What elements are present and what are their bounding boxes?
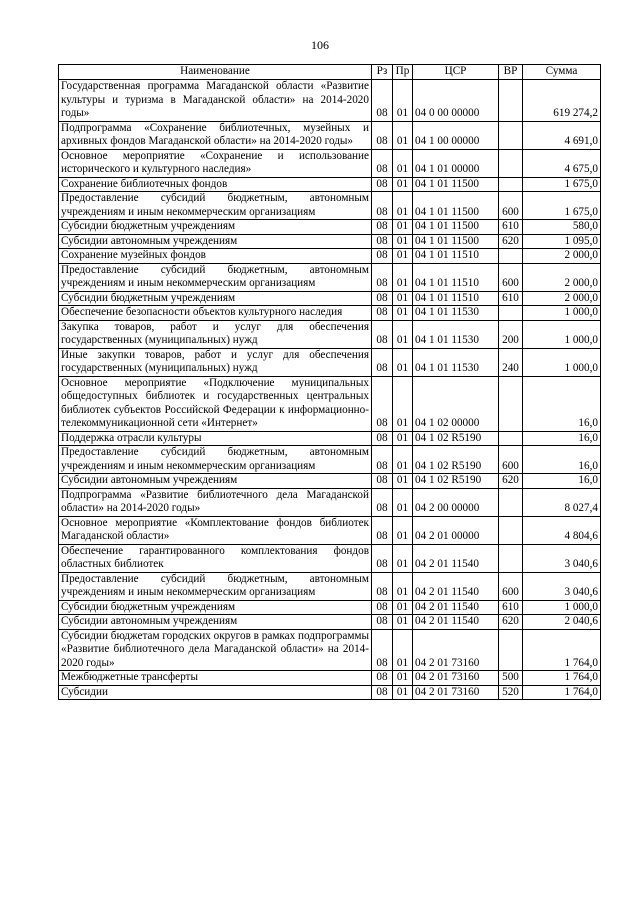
table-row (59, 629, 601, 671)
cell-name: Подпрограмма «Развитие библиотечного дела Магаданской области» на 2014-2020 годы» (59, 488, 372, 516)
cell-csr: 04 1 01 11500 (413, 192, 499, 220)
cell-name: Субсидии бюджетным учреждениям (59, 291, 372, 306)
cell-pr: 01 (393, 615, 413, 630)
table-row (59, 516, 601, 544)
cell-sum: 1 764,0 (523, 685, 601, 700)
cell-csr: 04 0 00 00000 (413, 80, 499, 122)
cell-csr: 04 1 01 11530 (413, 306, 499, 321)
cell-sum: 3 040,6 (523, 572, 601, 600)
table-row (59, 615, 601, 630)
cell-csr: 04 2 01 00000 (413, 516, 499, 544)
table-row (59, 376, 601, 431)
cell-pr: 01 (393, 446, 413, 474)
cell-rz: 08 (372, 348, 393, 376)
table-row (59, 348, 601, 376)
cell-name: Субсидии бюджетным учреждениям (59, 220, 372, 235)
cell-sum: 1 764,0 (523, 629, 601, 671)
cell-pr: 01 (393, 516, 413, 544)
cell-pr: 01 (393, 121, 413, 149)
cell-csr: 04 1 01 11510 (413, 249, 499, 264)
cell-vr: 610 (499, 291, 523, 306)
cell-csr: 04 1 01 11530 (413, 320, 499, 348)
cell-pr: 01 (393, 320, 413, 348)
cell-name: Основное мероприятие «Комплектование фондов библиотек Магаданской области» (59, 516, 372, 544)
cell-name: Подпрограмма «Сохранение библиотечных, музейных и архивных фондов Магаданской области» на 2014-2020 годы» (59, 121, 372, 149)
cell-pr: 01 (393, 234, 413, 249)
cell-csr: 04 1 01 11510 (413, 291, 499, 306)
header-name: Наименование (59, 65, 372, 80)
cell-rz: 08 (372, 629, 393, 671)
page-number: 106 (311, 38, 329, 52)
cell-rz: 08 (372, 306, 393, 321)
cell-pr: 01 (393, 192, 413, 220)
cell-pr: 01 (393, 220, 413, 235)
cell-pr: 01 (393, 348, 413, 376)
cell-csr: 04 1 01 11530 (413, 348, 499, 376)
cell-pr: 01 (393, 488, 413, 516)
cell-csr: 04 2 01 11540 (413, 600, 499, 615)
cell-sum: 2 000,0 (523, 291, 601, 306)
cell-pr: 01 (393, 431, 413, 446)
cell-sum: 1 764,0 (523, 671, 601, 686)
cell-vr (499, 249, 523, 264)
cell-csr: 04 2 01 73160 (413, 629, 499, 671)
table-row (59, 234, 601, 249)
cell-pr: 01 (393, 263, 413, 291)
table-row (59, 306, 601, 321)
cell-vr (499, 516, 523, 544)
cell-csr: 04 2 01 73160 (413, 671, 499, 686)
cell-sum: 1 095,0 (523, 234, 601, 249)
cell-vr (499, 149, 523, 177)
cell-name: Обеспечение безопасности объектов культурного наследия (59, 306, 372, 321)
cell-sum: 1 000,0 (523, 320, 601, 348)
cell-csr: 04 1 02 R5190 (413, 446, 499, 474)
cell-sum: 16,0 (523, 474, 601, 489)
cell-vr: 620 (499, 615, 523, 630)
cell-sum: 1 675,0 (523, 192, 601, 220)
cell-rz: 08 (372, 234, 393, 249)
cell-csr: 04 2 00 00000 (413, 488, 499, 516)
cell-vr: 240 (499, 348, 523, 376)
table-row (59, 320, 601, 348)
header-csr: ЦСР (413, 65, 499, 80)
cell-name: Субсидии автономным учреждениям (59, 234, 372, 249)
cell-name: Закупка товаров, работ и услуг для обеспечения государственных (муниципальных) нужд (59, 320, 372, 348)
cell-rz: 08 (372, 376, 393, 431)
cell-vr (499, 544, 523, 572)
table-row (59, 149, 601, 177)
cell-rz: 08 (372, 263, 393, 291)
cell-rz: 08 (372, 671, 393, 686)
cell-csr: 04 1 02 R5190 (413, 474, 499, 489)
cell-vr: 600 (499, 572, 523, 600)
table-row (59, 121, 601, 149)
header-sum: Сумма (523, 65, 601, 80)
cell-name: Поддержка отрасли культуры (59, 431, 372, 446)
cell-sum: 4 691,0 (523, 121, 601, 149)
cell-vr: 610 (499, 220, 523, 235)
cell-csr: 04 1 01 11500 (413, 177, 499, 192)
cell-sum: 1 000,0 (523, 348, 601, 376)
cell-name: Субсидии (59, 685, 372, 700)
cell-vr: 600 (499, 446, 523, 474)
table-row (59, 544, 601, 572)
cell-vr (499, 376, 523, 431)
cell-name: Основное мероприятие «Сохранение и использование исторического и культурного наследия» (59, 149, 372, 177)
cell-name: Основное мероприятие «Подключение муниципальных общедоступных библиотек и государственных центральных библиотек субъектов Российской Федерации к информационно-телекоммуникационной сети «Интернет» (59, 376, 372, 431)
cell-vr (499, 629, 523, 671)
cell-csr: 04 1 01 11500 (413, 220, 499, 235)
cell-vr: 600 (499, 263, 523, 291)
cell-name: Предоставление субсидий бюджетным, автономным учреждениям и иным некоммерческим организациям (59, 192, 372, 220)
cell-name: Субсидии автономным учреждениям (59, 474, 372, 489)
cell-csr: 04 1 01 11510 (413, 263, 499, 291)
cell-vr (499, 177, 523, 192)
cell-sum: 8 027,4 (523, 488, 601, 516)
cell-csr: 04 2 01 11540 (413, 572, 499, 600)
cell-pr: 01 (393, 629, 413, 671)
cell-sum: 1 675,0 (523, 177, 601, 192)
cell-rz: 08 (372, 320, 393, 348)
cell-rz: 08 (372, 121, 393, 149)
cell-name: Сохранение музейных фондов (59, 249, 372, 264)
cell-sum: 1 000,0 (523, 600, 601, 615)
table-row (59, 291, 601, 306)
cell-name: Сохранение библиотечных фондов (59, 177, 372, 192)
budget-table (58, 64, 601, 700)
cell-pr: 01 (393, 177, 413, 192)
cell-pr: 01 (393, 80, 413, 122)
table-row (59, 192, 601, 220)
cell-rz: 08 (372, 431, 393, 446)
table-row (59, 671, 601, 686)
cell-rz: 08 (372, 446, 393, 474)
cell-rz: 08 (372, 149, 393, 177)
cell-rz: 08 (372, 249, 393, 264)
header-rz: Рз (372, 65, 393, 80)
cell-sum: 16,0 (523, 431, 601, 446)
cell-name: Субсидии бюджетам городских округов в рамках подпрограммы «Развитие библиотечного дела Магаданской области» на 2014-2020 годы» (59, 629, 372, 671)
cell-pr: 01 (393, 572, 413, 600)
cell-sum: 2 040,6 (523, 615, 601, 630)
cell-rz: 08 (372, 474, 393, 489)
cell-name: Межбюджетные трансферты (59, 671, 372, 686)
cell-sum: 619 274,2 (523, 80, 601, 122)
cell-sum: 4 804,6 (523, 516, 601, 544)
cell-sum: 2 000,0 (523, 249, 601, 264)
cell-vr (499, 121, 523, 149)
table-row (59, 572, 601, 600)
table-row (59, 600, 601, 615)
table-row (59, 431, 601, 446)
cell-csr: 04 2 01 11540 (413, 544, 499, 572)
cell-pr: 01 (393, 544, 413, 572)
cell-vr (499, 431, 523, 446)
cell-name: Субсидии бюджетным учреждениям (59, 600, 372, 615)
cell-name: Иные закупки товаров, работ и услуг для обеспечения государственных (муниципальных) нужд (59, 348, 372, 376)
cell-vr: 200 (499, 320, 523, 348)
cell-pr: 01 (393, 671, 413, 686)
cell-rz: 08 (372, 291, 393, 306)
cell-pr: 01 (393, 685, 413, 700)
cell-name: Предоставление субсидий бюджетным, автономным учреждениям и иным некоммерческим организациям (59, 446, 372, 474)
cell-rz: 08 (372, 177, 393, 192)
table-row (59, 249, 601, 264)
cell-name: Государственная программа Магаданской области «Развитие культуры и туризма в Магаданской области» на 2014-2020 годы» (59, 80, 372, 122)
cell-name: Предоставление субсидий бюджетным, автономным учреждениям и иным некоммерческим организациям (59, 263, 372, 291)
cell-csr: 04 1 01 00000 (413, 149, 499, 177)
cell-name: Обеспечение гарантированного комплектования фондов областных библиотек (59, 544, 372, 572)
cell-vr (499, 306, 523, 321)
cell-rz: 08 (372, 516, 393, 544)
cell-sum: 16,0 (523, 446, 601, 474)
cell-rz: 08 (372, 192, 393, 220)
cell-pr: 01 (393, 249, 413, 264)
table-row (59, 446, 601, 474)
cell-pr: 01 (393, 291, 413, 306)
cell-vr: 600 (499, 192, 523, 220)
cell-vr: 610 (499, 600, 523, 615)
cell-sum: 580,0 (523, 220, 601, 235)
cell-csr: 04 1 02 00000 (413, 376, 499, 431)
cell-sum: 1 000,0 (523, 306, 601, 321)
cell-rz: 08 (372, 544, 393, 572)
cell-csr: 04 2 01 11540 (413, 615, 499, 630)
cell-csr: 04 1 02 R5190 (413, 431, 499, 446)
table-row (59, 474, 601, 489)
cell-rz: 08 (372, 600, 393, 615)
cell-rz: 08 (372, 488, 393, 516)
cell-name: Предоставление субсидий бюджетным, автономным учреждениям и иным некоммерческим организациям (59, 572, 372, 600)
cell-vr: 620 (499, 474, 523, 489)
table-row (59, 177, 601, 192)
cell-vr: 500 (499, 671, 523, 686)
cell-vr: 520 (499, 685, 523, 700)
cell-rz: 08 (372, 220, 393, 235)
cell-pr: 01 (393, 474, 413, 489)
table-row (59, 263, 601, 291)
cell-sum: 16,0 (523, 376, 601, 431)
cell-rz: 08 (372, 685, 393, 700)
cell-rz: 08 (372, 615, 393, 630)
cell-vr: 620 (499, 234, 523, 249)
cell-csr: 04 2 01 73160 (413, 685, 499, 700)
header-vr: ВР (499, 65, 523, 80)
table-row (59, 488, 601, 516)
cell-rz: 08 (372, 80, 393, 122)
header-pr: Пр (393, 65, 413, 80)
cell-name: Субсидии автономным учреждениям (59, 615, 372, 630)
table-row (59, 685, 601, 700)
cell-pr: 01 (393, 600, 413, 615)
cell-rz: 08 (372, 572, 393, 600)
cell-vr (499, 488, 523, 516)
cell-pr: 01 (393, 149, 413, 177)
cell-csr: 04 1 01 11500 (413, 234, 499, 249)
cell-sum: 4 675,0 (523, 149, 601, 177)
cell-sum: 3 040,6 (523, 544, 601, 572)
cell-sum: 2 000,0 (523, 263, 601, 291)
cell-pr: 01 (393, 376, 413, 431)
cell-csr: 04 1 00 00000 (413, 121, 499, 149)
cell-pr: 01 (393, 306, 413, 321)
table-body (59, 80, 601, 700)
table-row (59, 220, 601, 235)
table-header-row (59, 65, 601, 80)
table-row (59, 80, 601, 122)
cell-vr (499, 80, 523, 122)
